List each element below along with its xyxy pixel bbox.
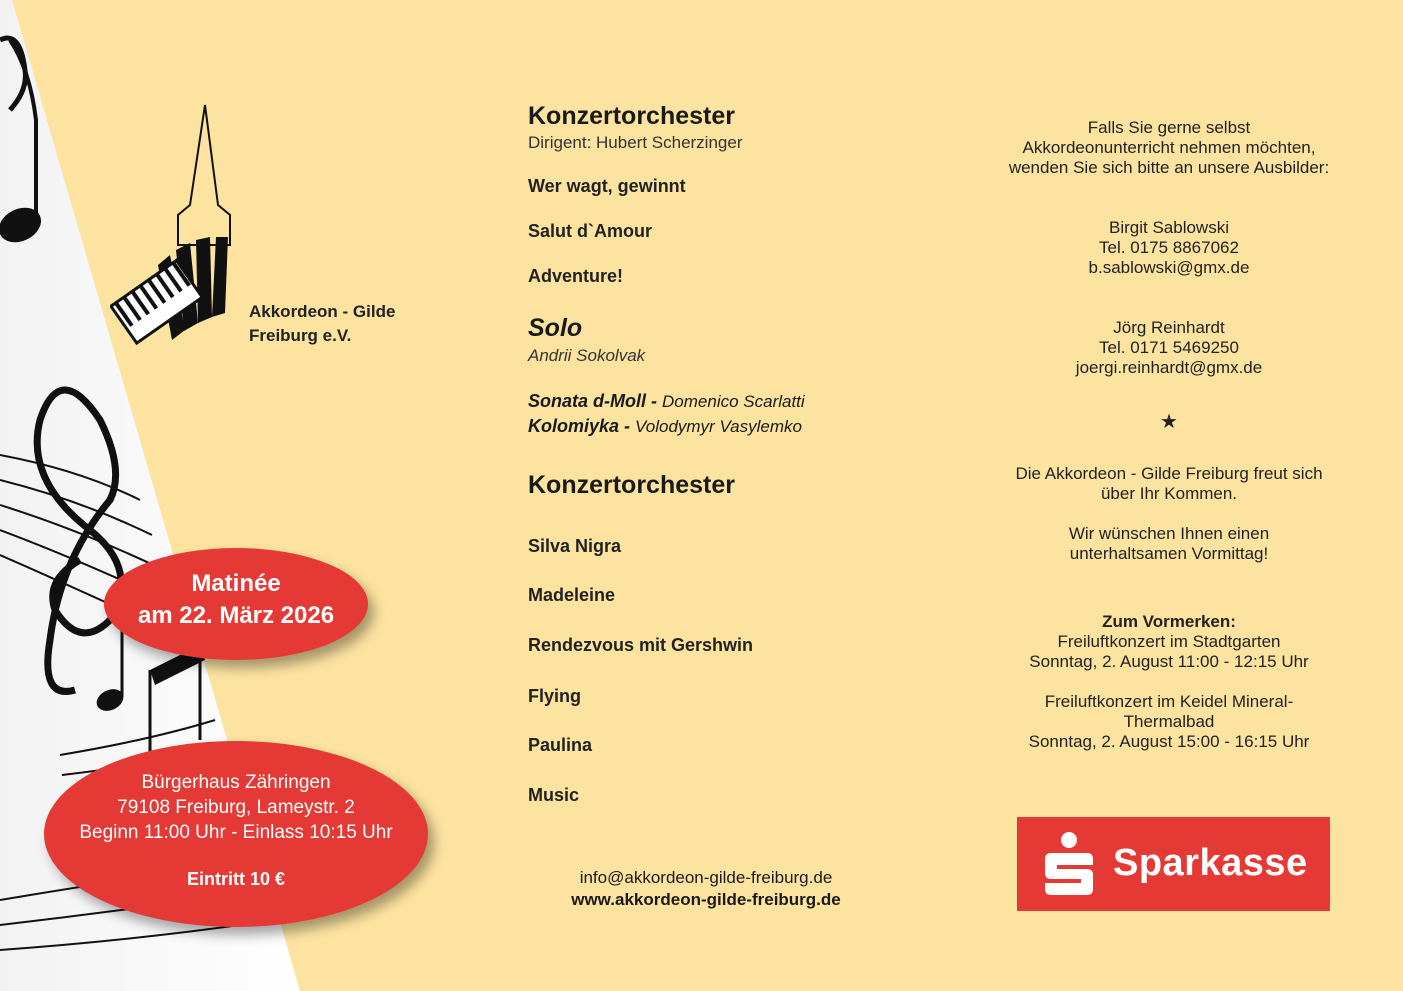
- section1-heading: Konzertorchester: [528, 102, 735, 130]
- program-item: Rendezvous mit Gershwin: [528, 635, 754, 655]
- contact-email[interactable]: info@akkordeon-gilde-freiburg.de: [579, 868, 833, 887]
- upcoming-heading: Zum Vormerken:: [1102, 612, 1236, 631]
- upcoming-event-line: Freiluftkonzert im Keidel Mineral-: [1044, 692, 1294, 711]
- teacher-email[interactable]: b.sablowski@gmx.de: [1088, 258, 1250, 277]
- program-item: Wer wagt, gewinnt: [528, 176, 686, 196]
- solo-piece-title: Sonata d-Moll -: [528, 391, 657, 411]
- lessons-intro-line: Akkordeonunterricht nehmen möchten,: [1022, 138, 1316, 157]
- upcoming-event-line: Freiluftkonzert im Stadtgarten: [1057, 632, 1281, 651]
- program-item: Madeleine: [528, 585, 616, 605]
- wish-line: unterhaltsamen Vormittag!: [1069, 544, 1269, 563]
- event-date-badge: [104, 548, 368, 660]
- sponsor-name: Sparkasse: [1113, 842, 1308, 884]
- wish-text: [990, 524, 1348, 564]
- program-item: Paulina: [528, 735, 593, 755]
- teacher-phone: Tel. 0171 5469250: [1099, 338, 1239, 357]
- lessons-intro-line: wenden Sie sich bitte an unsere Ausbilder:: [1008, 158, 1330, 177]
- sparkasse-s-icon: [1043, 831, 1095, 897]
- upcoming-events: [990, 612, 1348, 752]
- teacher-phone: Tel. 0175 8867062: [1099, 238, 1239, 257]
- lessons-intro-line: Falls Sie gerne selbst: [1087, 118, 1251, 137]
- star-icon: ★: [1160, 411, 1178, 433]
- sparkasse-sponsor-logo: [1017, 817, 1330, 911]
- organization-name-line2: Freiburg e.V.: [249, 326, 352, 345]
- event-title: Matinée: [191, 570, 281, 597]
- solo-heading: Solo: [528, 314, 583, 342]
- event-time: Beginn 11:00 Uhr - Einlass 10:15 Uhr: [79, 822, 393, 843]
- solo-piece: [528, 391, 805, 412]
- event-price: Eintritt 10 €: [186, 869, 286, 889]
- teacher-name: Birgit Sablowski: [1109, 218, 1229, 237]
- upcoming-event-line: Sonntag, 2. August 15:00 - 16:15 Uhr: [1028, 732, 1310, 751]
- accordion-gilde-logo: [110, 95, 240, 385]
- program-item: Salut d`Amour: [528, 221, 652, 241]
- welcome-line: Die Akkordeon - Gilde Freiburg freut sich: [1015, 464, 1323, 483]
- section1-conductor: Dirigent: Hubert Scherzinger: [528, 133, 743, 152]
- program-item: Silva Nigra: [528, 536, 622, 556]
- contact-website[interactable]: www.akkordeon-gilde-freiburg.de: [571, 890, 841, 909]
- upcoming-event-line: Thermalbad: [1123, 712, 1215, 731]
- teacher-contact: [990, 218, 1348, 278]
- welcome-line: über Ihr Kommen.: [1100, 484, 1238, 503]
- wish-line: Wir wünschen Ihnen einen: [1068, 524, 1270, 543]
- program-item: Music: [528, 785, 580, 805]
- teacher-name: Jörg Reinhardt: [1113, 318, 1225, 337]
- solo-piece-title: Kolomiyka -: [528, 416, 631, 436]
- organization-name-line1: Akkordeon - Gilde: [249, 302, 396, 321]
- section2-heading: Konzertorchester: [528, 471, 735, 499]
- teacher-contact: [990, 318, 1348, 378]
- teacher-email[interactable]: joergi.reinhardt@gmx.de: [1075, 358, 1263, 377]
- event-date: am 22. März 2026: [137, 602, 335, 629]
- solo-piece: [528, 416, 802, 437]
- lessons-intro: [990, 118, 1348, 178]
- solo-piece-composer: Domenico Scarlatti: [662, 392, 805, 411]
- program-item: Flying: [528, 686, 581, 706]
- welcome-text: [990, 464, 1348, 504]
- event-venue: Bürgerhaus Zähringen: [141, 772, 331, 793]
- upcoming-event-line: Sonntag, 2. August 11:00 - 12:15 Uhr: [1029, 652, 1309, 671]
- event-address: 79108 Freiburg, Lameystr. 2: [117, 797, 355, 818]
- solo-piece-composer: Volodymyr Vasylemko: [635, 417, 802, 436]
- organization-name: [249, 300, 395, 348]
- solo-performer: Andrii Sokolvak: [528, 346, 646, 365]
- program-item: Adventure!: [528, 266, 624, 286]
- event-venue-badge: [44, 741, 428, 927]
